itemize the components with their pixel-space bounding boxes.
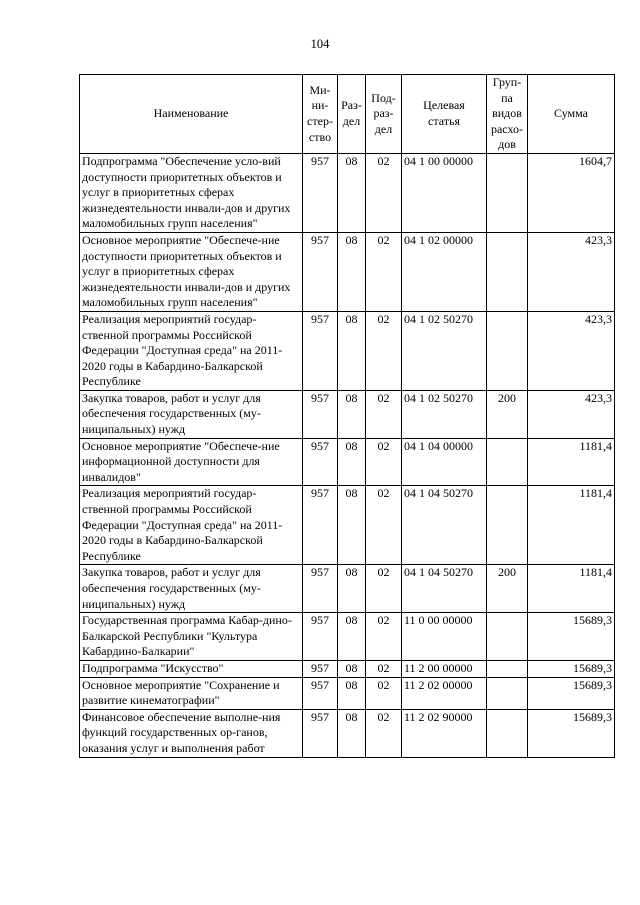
header-vr: Груп- па видов расхо- дов (487, 75, 528, 154)
row-name: Государственная программа Кабар-дино-Балкарской Республики "Культура Кабардино-Балкарии" (80, 613, 303, 661)
row-subsection: 02 (366, 565, 402, 613)
row-target-article: 04 1 04 00000 (402, 438, 487, 486)
row-sum: 1181,4 (528, 486, 615, 565)
header-row (80, 75, 615, 154)
row-sum: 1181,4 (528, 438, 615, 486)
row-target-article: 04 1 00 00000 (402, 153, 487, 232)
table-row (80, 311, 615, 390)
row-subsection: 02 (366, 390, 402, 438)
header-target: Целевая статья (402, 75, 487, 154)
row-section: 08 (338, 390, 366, 438)
row-name: Подпрограмма "Обеспечение усло-вий доступности приоритетных объектов и услуг в приоритетных сферах жизнедеятельности инвали-дов и других маломобильных групп населения" (80, 153, 303, 232)
row-target-article: 11 0 00 00000 (402, 613, 487, 661)
page-number: 104 (310, 37, 330, 51)
row-sum: 1604,7 (528, 153, 615, 232)
header-ministry: Ми- ни- стер- ство (303, 75, 338, 154)
row-section: 08 (338, 311, 366, 390)
row-sum: 15689,3 (528, 613, 615, 661)
row-ministry: 957 (303, 565, 338, 613)
row-sum: 15689,3 (528, 660, 615, 677)
row-ministry: 957 (303, 311, 338, 390)
row-expense-group: 200 (487, 390, 528, 438)
header-subsection: Под- раз- дел (366, 75, 402, 154)
header-section: Раз- дел (338, 75, 366, 154)
row-target-article: 04 1 04 50270 (402, 565, 487, 613)
row-ministry: 957 (303, 153, 338, 232)
row-name: Основное мероприятие "Обеспече-ние информационной доступности для инвалидов" (80, 438, 303, 486)
row-expense-group (487, 709, 528, 757)
row-target-article: 11 2 00 00000 (402, 660, 487, 677)
table-row (80, 660, 615, 677)
row-name: Закупка товаров, работ и услуг для обеспечения государственных (му-ниципальных) нужд (80, 565, 303, 613)
row-subsection: 02 (366, 153, 402, 232)
table-row (80, 709, 615, 757)
row-name: Реализация мероприятий государ-ственной программы Российской Федерации "Доступная среда" на 2011-2020 годы в Кабардино-Балкарской Республике (80, 486, 303, 565)
table-row (80, 565, 615, 613)
table-row (80, 438, 615, 486)
row-name: Подпрограмма "Искусство" (80, 660, 303, 677)
row-ministry: 957 (303, 438, 338, 486)
table-row (80, 232, 615, 311)
budget-table (79, 74, 615, 758)
row-subsection: 02 (366, 613, 402, 661)
row-sum: 423,3 (528, 232, 615, 311)
row-sum: 423,3 (528, 311, 615, 390)
row-expense-group (487, 232, 528, 311)
row-section: 08 (338, 709, 366, 757)
row-section: 08 (338, 153, 366, 232)
row-ministry: 957 (303, 390, 338, 438)
row-section: 08 (338, 565, 366, 613)
row-expense-group (487, 613, 528, 661)
row-subsection: 02 (366, 709, 402, 757)
row-section: 08 (338, 486, 366, 565)
row-ministry: 957 (303, 613, 338, 661)
row-section: 08 (338, 613, 366, 661)
table-row (80, 486, 615, 565)
row-target-article: 11 2 02 00000 (402, 677, 487, 709)
table-row (80, 613, 615, 661)
row-sum: 15689,3 (528, 677, 615, 709)
row-expense-group: 200 (487, 565, 528, 613)
row-sum: 1181,4 (528, 565, 615, 613)
row-target-article: 04 1 04 50270 (402, 486, 487, 565)
row-section: 08 (338, 677, 366, 709)
row-ministry: 957 (303, 709, 338, 757)
row-name: Финансовое обеспечение выполне-ния функций государственных ор-ганов, оказания услуг и выполнения работ (80, 709, 303, 757)
row-name: Основное мероприятие "Обеспече-ние доступности приоритетных объектов и услуг в приоритетных сферах жизнедеятельности инвали-дов и других маломобильных групп населения" (80, 232, 303, 311)
row-expense-group (487, 677, 528, 709)
row-target-article: 11 2 02 90000 (402, 709, 487, 757)
header-name: Наименование (80, 75, 303, 154)
table-row (80, 153, 615, 232)
row-expense-group (487, 660, 528, 677)
row-ministry: 957 (303, 660, 338, 677)
row-subsection: 02 (366, 311, 402, 390)
row-subsection: 02 (366, 438, 402, 486)
row-expense-group (487, 486, 528, 565)
row-sum: 423,3 (528, 390, 615, 438)
row-section: 08 (338, 660, 366, 677)
row-ministry: 957 (303, 677, 338, 709)
row-ministry: 957 (303, 486, 338, 565)
header-sum: Сумма (528, 75, 615, 154)
row-name: Реализация мероприятий государ-ственной программы Российской Федерации "Доступная среда" на 2011-2020 годы в Кабардино-Балкарской Республике (80, 311, 303, 390)
row-sum: 15689,3 (528, 709, 615, 757)
row-expense-group (487, 438, 528, 486)
row-target-article: 04 1 02 00000 (402, 232, 487, 311)
table-row (80, 677, 615, 709)
row-subsection: 02 (366, 677, 402, 709)
row-ministry: 957 (303, 232, 338, 311)
table-row (80, 390, 615, 438)
row-subsection: 02 (366, 486, 402, 565)
row-section: 08 (338, 438, 366, 486)
row-target-article: 04 1 02 50270 (402, 311, 487, 390)
row-target-article: 04 1 02 50270 (402, 390, 487, 438)
row-subsection: 02 (366, 660, 402, 677)
row-name: Основное мероприятие "Сохранение и развитие кинематографии" (80, 677, 303, 709)
row-name: Закупка товаров, работ и услуг для обеспечения государственных (му-ниципальных) нужд (80, 390, 303, 438)
row-section: 08 (338, 232, 366, 311)
row-expense-group (487, 311, 528, 390)
row-expense-group (487, 153, 528, 232)
row-subsection: 02 (366, 232, 402, 311)
